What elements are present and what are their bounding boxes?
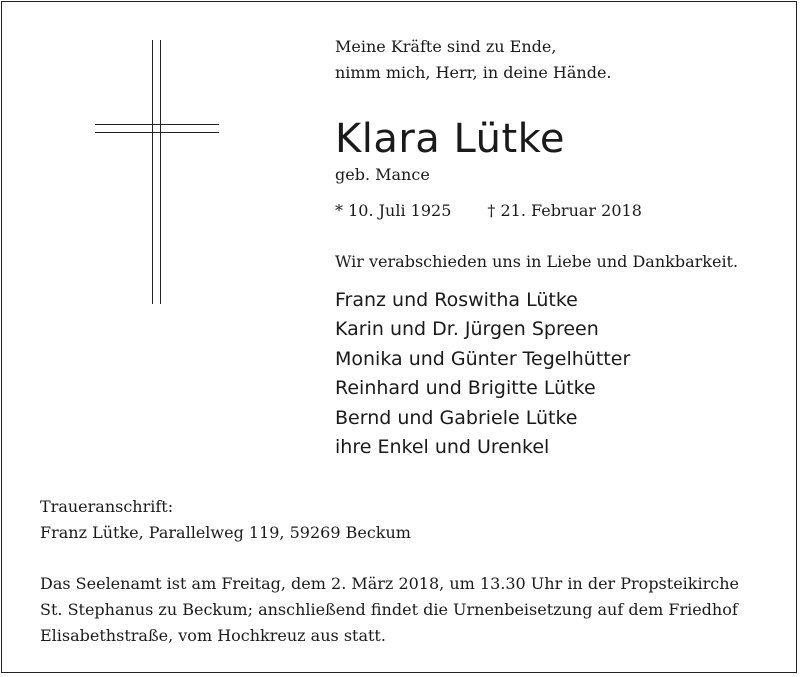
family-member: Bernd und Gabriele Lütke [335, 406, 578, 429]
service-notice [40, 571, 780, 649]
death-date: † 21. Februar 2018 [487, 201, 642, 220]
life-dates [335, 200, 642, 222]
address-value: Franz Lütke, Parallelweg 119, 59269 Beckum [40, 523, 411, 542]
notice-line-3: Elisabethstraße, vom Hochkreuz aus statt. [40, 626, 386, 645]
family-member: Monika und Günter Tegelhütter [335, 347, 631, 370]
deceased-name: Klara Lütke [335, 116, 565, 162]
mourning-address [40, 494, 411, 546]
obituary-notice [1, 1, 797, 673]
cross-icon [95, 40, 219, 304]
notice-line-2: St. Stephanus zu Beckum; anschließend findet die Urnenbeisetzung auf dem Friedhof [40, 600, 738, 619]
family-member: Franz und Roswitha Lütke [335, 289, 578, 311]
family-member: ihre Enkel und Urenkel [335, 436, 550, 459]
notice-line-1: Das Seelenamt ist am Freitag, dem 2. März 2018, um 13.30 Uhr in der Propsteikirche [40, 574, 739, 593]
motto-line-1: Meine Kräfte sind zu Ende, [335, 37, 557, 56]
motto-line-2: nimm mich, Herr, in deine Hände. [335, 63, 612, 82]
address-label: Traueranschrift: [40, 497, 174, 516]
motto-verse [335, 34, 775, 86]
family-member: Karin und Dr. Jürgen Spreen [335, 318, 599, 341]
family-list [335, 286, 630, 462]
family-member: Reinhard und Brigitte Lütke [335, 377, 596, 400]
farewell-text: Wir verabschieden uns in Liebe und Dankbarkeit. [335, 252, 739, 271]
maiden-name: geb. Mance [335, 165, 430, 184]
birth-date: * 10. Juli 1925 [335, 201, 452, 220]
